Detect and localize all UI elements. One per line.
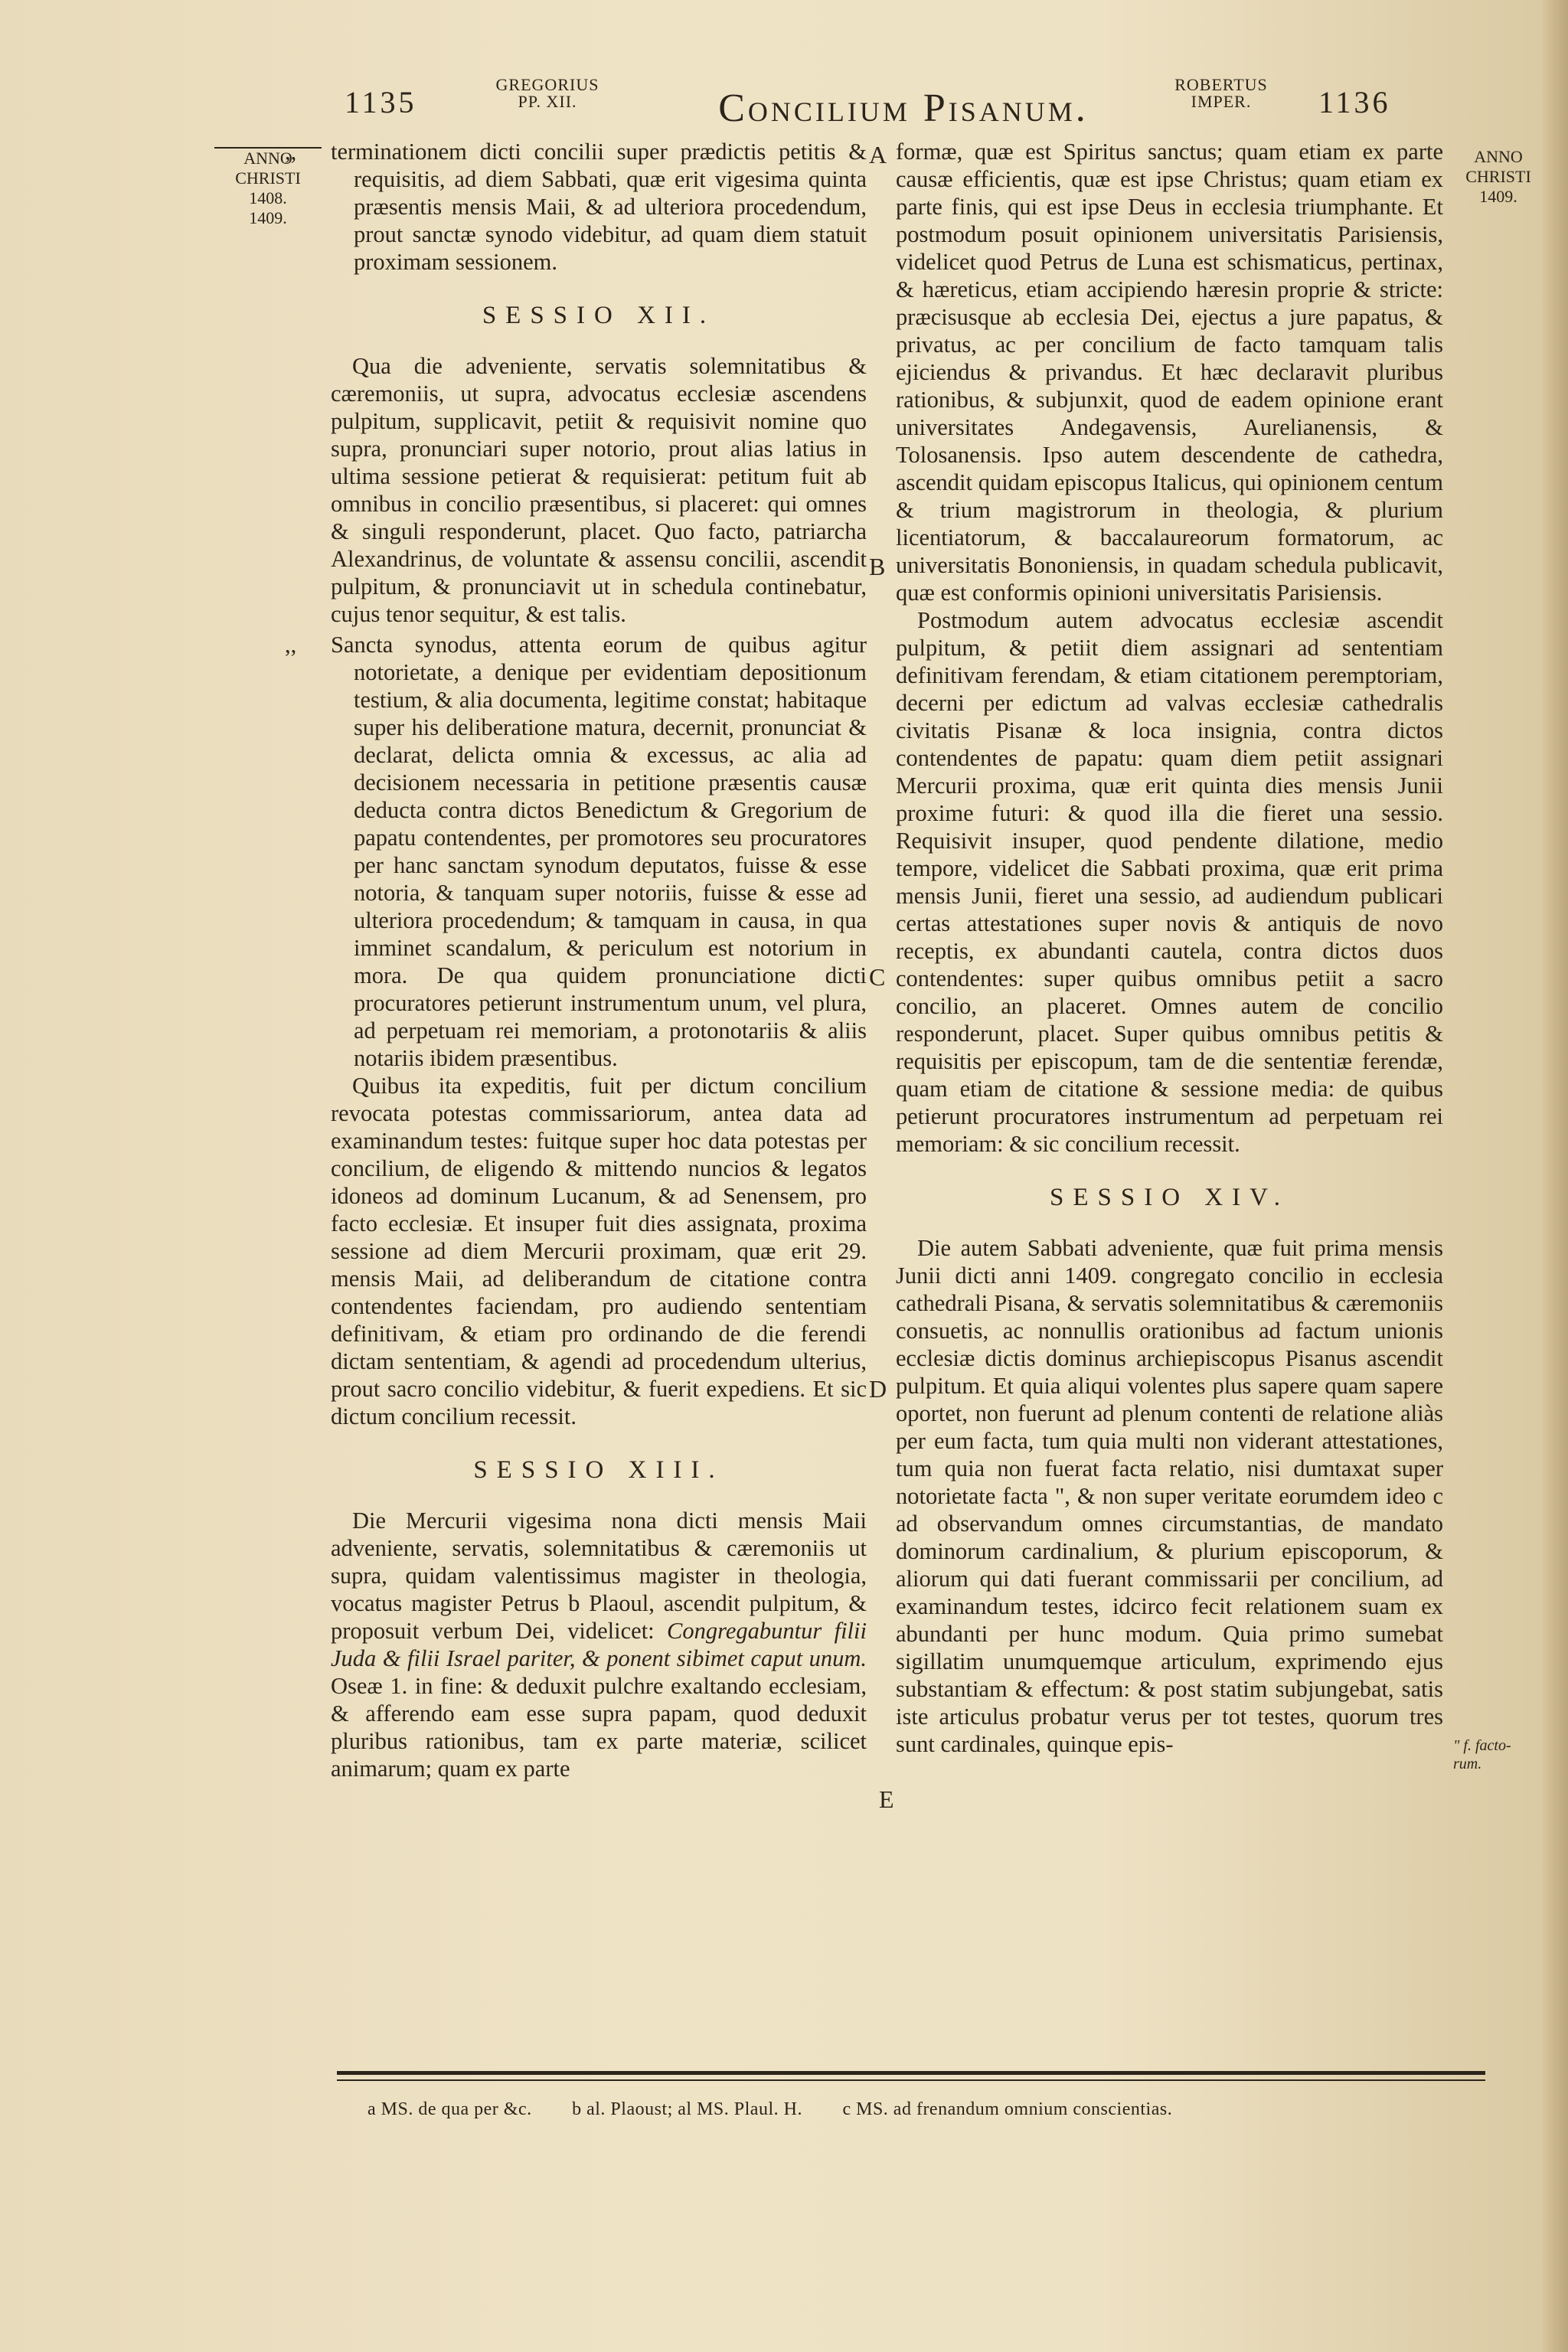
page-title: Concilium Pisanum.: [718, 87, 1089, 130]
paragraph: [331, 1507, 867, 1782]
running-head-left: [490, 77, 605, 110]
margin-note-left: [214, 147, 322, 228]
paragraph: Postmodum autem advocatus ecclesiæ ascendit pulpitum, & petiit diem assignari ad sententiam definitivam ferendam, & etiam citationem peremptoriam, decerni per edictum ad valvas ecclesiæ cathedralis civitatis Pisanæ & loca insignia, contra dictos contendentes de papatu: quam diem petiit assignari Mercurii proxima, quæ erit quinta dies mensis Junii proxime futuri: & quod illa die fieret una sessio. Requisivit insuper, quod pendente dilatione, medio tempore, videlicet die Sabbati proxima, quæ erit prima mensis Junii, fieret una sessio, ad audiendum publicari certas attestationes super novis & antiquis de novo receptis, ex abundanti cautela, contra dictos duos contendentes: super quibus omnibus petiit a sacro concilio, an placeret. Omnes autem de concilio responderunt, placet. Super quibus omnibus petitis & requisitis per episcopum, tam de die sententiæ ferendæ, quam etiam de citatione & sessione media: de quibus petierunt procuratores instrumentum ad perpetuam rei memoriam: & sic concilium recessit.: [896, 607, 1443, 1157]
margin-note-right: [1456, 147, 1540, 207]
margin-anno: ANNO: [243, 149, 292, 168]
left-column: [331, 138, 867, 1782]
section-letter-a: A: [869, 141, 887, 168]
side-note-line: " f. facto-: [1453, 1737, 1511, 1754]
page-number-right: 1136: [1318, 85, 1391, 119]
section-letter-c: C: [869, 963, 886, 991]
margin-year: 1408.: [249, 188, 287, 207]
section-letter-d: D: [869, 1375, 887, 1403]
footnote-rule: [337, 2071, 1485, 2075]
paragraph-text: Die Mercurii vigesima nona dicti mensis Maii adveniente, servatis, solemnitatibus & cæremoniis ut supra, quidam valentissimus magister in theologia, vocatus magister Petrus b Plaoul, ascendit pulpitum, & proposuit verbum Dei, videlicet:: [331, 1508, 867, 1644]
page-edge: [1542, 0, 1568, 2352]
paragraph-text: Oseæ 1. in fine: & deduxit pulchre exaltando ecclesiam, & afferendo eam esse supra papam, quod deduxit pluribus rationibus, tam ex parte materiæ, scilicet animarum; quam ex parte: [331, 1673, 867, 1782]
paragraph: Qua die adveniente, servatis solemnitatibus & cæremoniis, ut supra, advocatus ecclesiæ ascendens pulpitum, supplicavit, petiit & requisivit nomine quo supra, pronunciari super notorio, prout alias latius in ultima sessione petierat & requisierat: petitum fuit ab omnibus in concilio præsentibus, si placeret: qui omnes & singuli responderunt, placet. Quo facto, patriarcha Alexandrinus, de voluntate & assensu concilii, ascendit pulpitum, & pronunciavit ut in schedula continebatur, cujus tenor sequitur, & est talis.: [331, 353, 867, 627]
paragraph: Die autem Sabbati adveniente, quæ fuit prima mensis Junii dicti anni 1409. congregato concilio in ecclesia cathedrali Pisana, & servatis solemnitatibus & cæremoniis consuetis, ac nonnullis orationibus ad factum unionis ecclesiæ dictis dominus archiepiscopus Pisanus ascendit pulpitum. Et quia aliqui volentes plus sapere quam sapere oportet, non fuerunt ad plenum contenti de relatione aliàs per eum facta, tum quia multi non viderant attestationes, tum quia non fuerat facta relatio, nisi dumtaxat super notorietate facta ", & non super veritate eorumdem ideo c ad observandum omnes circumstantias, de mandato dominorum cardinalium, & plurium episcoporum, & aliorum qui dati fuerant commissarii per concilium, ad examinandum testes, idcirco fecit relationem suam ex abundanti per hunc modum. Quia primo sumebat sigillatim unumquemque articulum, exprimendo ejus substantiam & effectum: & post statim subjungebat, satis iste articulus probatur verus per tot testes, quorum tres sunt cardinales, quinque epis-: [896, 1235, 1443, 1757]
paragraph: formæ, quæ est Spiritus sanctus; quam etiam ex parte causæ efficientis, quæ est ipse Christus; quam etiam ex parte finis, qui est ipse Deus in ecclesia triumphante. Et postmodum posuit opinionem universitatis Parisiensis, videlicet quod Petrus de Luna est schismaticus, pertinax, & hæreticus, etiam accipiendo hæresin proprie & stricte: præcisusque ab ecclesia Dei, ejectus a jure papatus, & privatus, ac per concilium de facto tamquam talis ejiciendus & privandus. Et hæc declaravit pluribus rationibus, & subjunxit, quod de eadem opinione erant universitates Andegavensis, Aurelianensis, & Tolosanensis. Ipso autem descendente de cathedra, ascendit quidam episcopus Italicus, qui opinionem centum & trium magistrorum in theologia, & plurium licentiatorum, & baccalaureorum formatorum, ac universitatis Bononiensis, in quadam schedula publicavit, quæ est conformis opinioni universitatis Parisiensis.: [896, 139, 1443, 606]
margin-year: 1409.: [1479, 187, 1517, 206]
footnote-rule: [337, 2079, 1485, 2081]
side-note-line: rum.: [1453, 1756, 1482, 1772]
page-number-left: 1135: [345, 85, 417, 119]
quoted-text: ,, terminationem dicti concilii super prædictis petitis & requisitis, ad diem Sabbati, quæ erit vigesima quinta præsentis mensis Maii, & ad ulteriora procedendum, prout sanctæ synodo videbitur, ad quam diem statuit proximam sessionem.: [331, 138, 867, 276]
running-head-right-line1: ROBERTUS: [1174, 75, 1268, 94]
margin-anno: ANNO: [1474, 147, 1523, 166]
session-heading: SESSIO XIII.: [473, 1456, 724, 1484]
session-heading: SESSIO XIV.: [1050, 1184, 1289, 1211]
section-letter-b: B: [869, 553, 886, 580]
running-head-right-line2: IMPER.: [1191, 92, 1252, 111]
footnote-a: a MS. de qua per &c.: [368, 2099, 532, 2119]
running-head-right: [1164, 77, 1279, 110]
section-letter-e: E: [879, 1785, 894, 1813]
paragraph: Quibus ita expeditis, fuit per dictum concilium revocata potestas commissariorum, antea data ad examinandum testes: fuitque super hoc data potestas per concilium, de eligendo & mittendo nuncios & legatos idoneos ad dominum Lucanum, & ad Senensem, pro facto ecclesiæ. Et insuper fuit dies assignata, proxima sessione ad diem Mercurii proximam, quæ erit 29. mensis Maii, ad deliberandum de citatione contra contendentes faciendam, pro audiendo sententiam definitivam, & etiam pro ordinando de die ferendi dictam sententiam, & agendi ad procedendum ulterius, prout sacro concilio videbitur, & fuerit expediens. Et sic dictum concilium recessit.: [331, 1073, 867, 1429]
footnotes: [368, 2099, 1207, 2120]
footnote-c: c MS. ad frenandum omnium conscientias.: [842, 2099, 1173, 2119]
margin-christi: CHRISTI: [235, 168, 301, 188]
quoted-text: ,, Sancta synodus, attenta eorum de quibus agitur notorietate, a denique per evidentiam depositionum testium, & alia documenta, legitime constat; habitaque super his deliberatione matura, decernit, pronunciat & declarat, delicta omnia & excessus, ac alia ad decisionem necessaria in petitione præsentis causæ deducta contra dictos Benedictum & Gregorium de papatu contendentes, per promotores seu procuratores per hanc sanctam synodum deputatos, fuisse & esse notoria, & tanquam super notoriis, fuisse & esse ad ulteriora procedendum; & tamquam in causa, in qua imminet scandalum, & periculum est notorium in mora. De qua quidem pronunciatione dicti procuratores petierunt instrumentum unum, vel plura, ad perpetuam rei memoriam, a protonotariis & aliis notariis ibidem præsentibus.: [331, 631, 867, 1072]
scripture-quote: Congregabuntur filii Juda & filii Israel pariter, & ponent sibimet caput unum.: [331, 1618, 867, 1671]
session-heading: SESSIO XII.: [482, 302, 716, 329]
running-head-left-line1: GREGORIUS: [495, 75, 599, 94]
margin-year: 1409.: [249, 208, 287, 227]
side-note: [1453, 1736, 1511, 1773]
running-head-left-line2: PP. XII.: [518, 92, 577, 111]
margin-christi: CHRISTI: [1465, 167, 1531, 186]
footnote-b: b al. Plaoust; al MS. Plaul. H.: [572, 2099, 802, 2119]
right-column: [896, 138, 1443, 1758]
